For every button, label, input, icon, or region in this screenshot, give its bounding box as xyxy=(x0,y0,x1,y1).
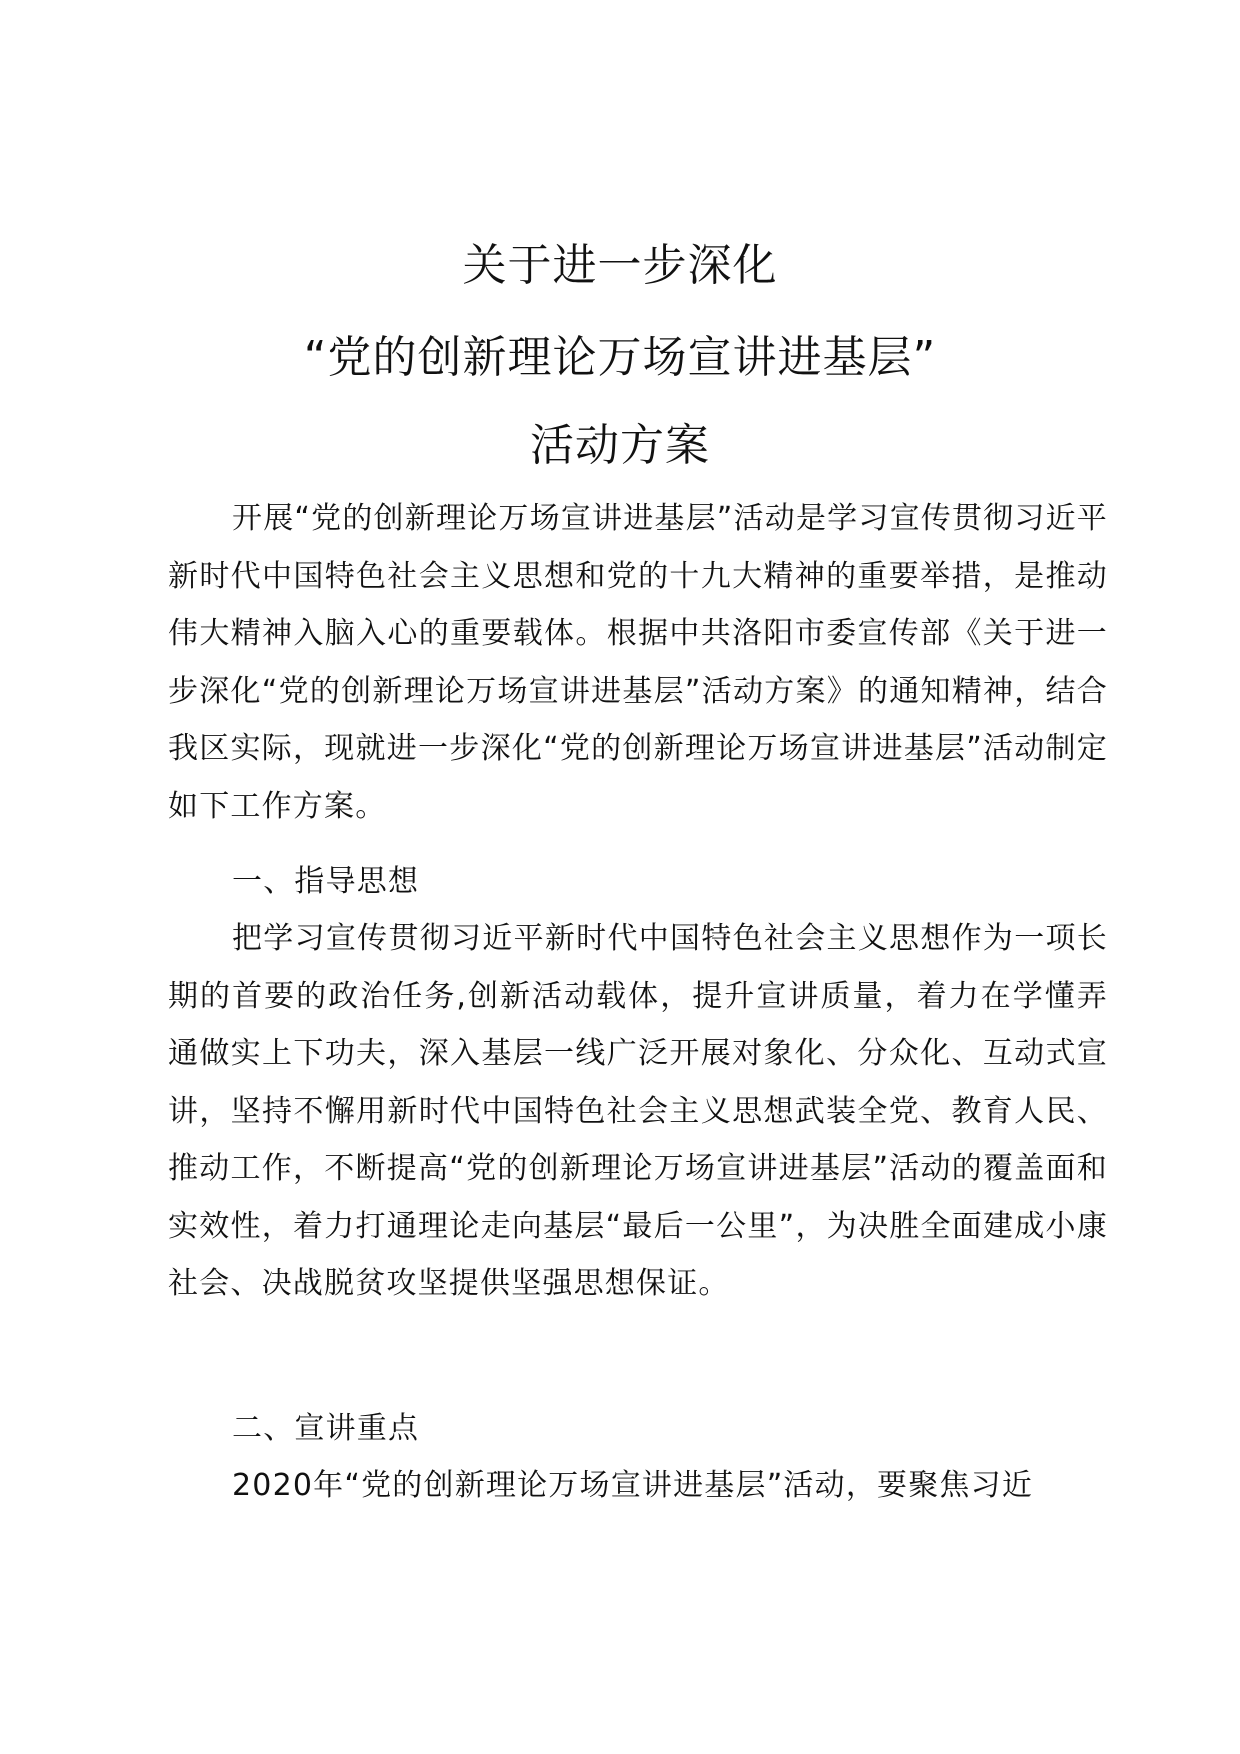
section-heading-guiding-ideology: 一、指导思想 xyxy=(232,864,420,899)
document-title-line-2: “党的创新理论万场宣讲进基层” xyxy=(303,332,937,383)
intro-paragraph: 开展“党的创新理论万场宣讲进基层”活动是学习宣传贯彻习近平新时代中国特色社会主义思想和党的十九大精神的重要举措，是推动伟大精神入脑入心的重要载体。根据中共洛阳市委宣传部《关于进一步深化“党的创新理论万场宣讲进基层”活动方案》的通知精神，结合我区实际，现就进一步深化“党的创新理论万场宣讲进基层”活动制定如下工作方案。 xyxy=(168,501,1108,824)
guiding-ideology-paragraph: 把学习宣传贯彻习近平新时代中国特色社会主义思想作为一项长期的首要的政治任务,创新活动载体，提升宣讲质量，着力在学懂弄通做实上下功夫，深入基层一线广泛开展对象化、分众化、互动式宣讲，坚持不懈用新时代中国特色社会主义思想武装全党、教育人民、推动工作，不断提高“党的创新理论万场宣讲进基层”活动的覆盖面和实效性，着力打通理论走向基层“最后一公里”，为决胜全面建成小康社会、决战脱贫攻坚提供坚强思想保证。 xyxy=(168,921,1108,1301)
section-heading-lecture-focus: 二、宣讲重点 xyxy=(232,1411,420,1446)
document-title-line-3: 活动方案 xyxy=(530,420,710,471)
document-title-line-1: 关于进一步深化 xyxy=(462,240,778,291)
lecture-focus-paragraph: 2020年“党的创新理论万场宣讲进基层”活动，要聚焦习近 xyxy=(232,1468,1034,1503)
